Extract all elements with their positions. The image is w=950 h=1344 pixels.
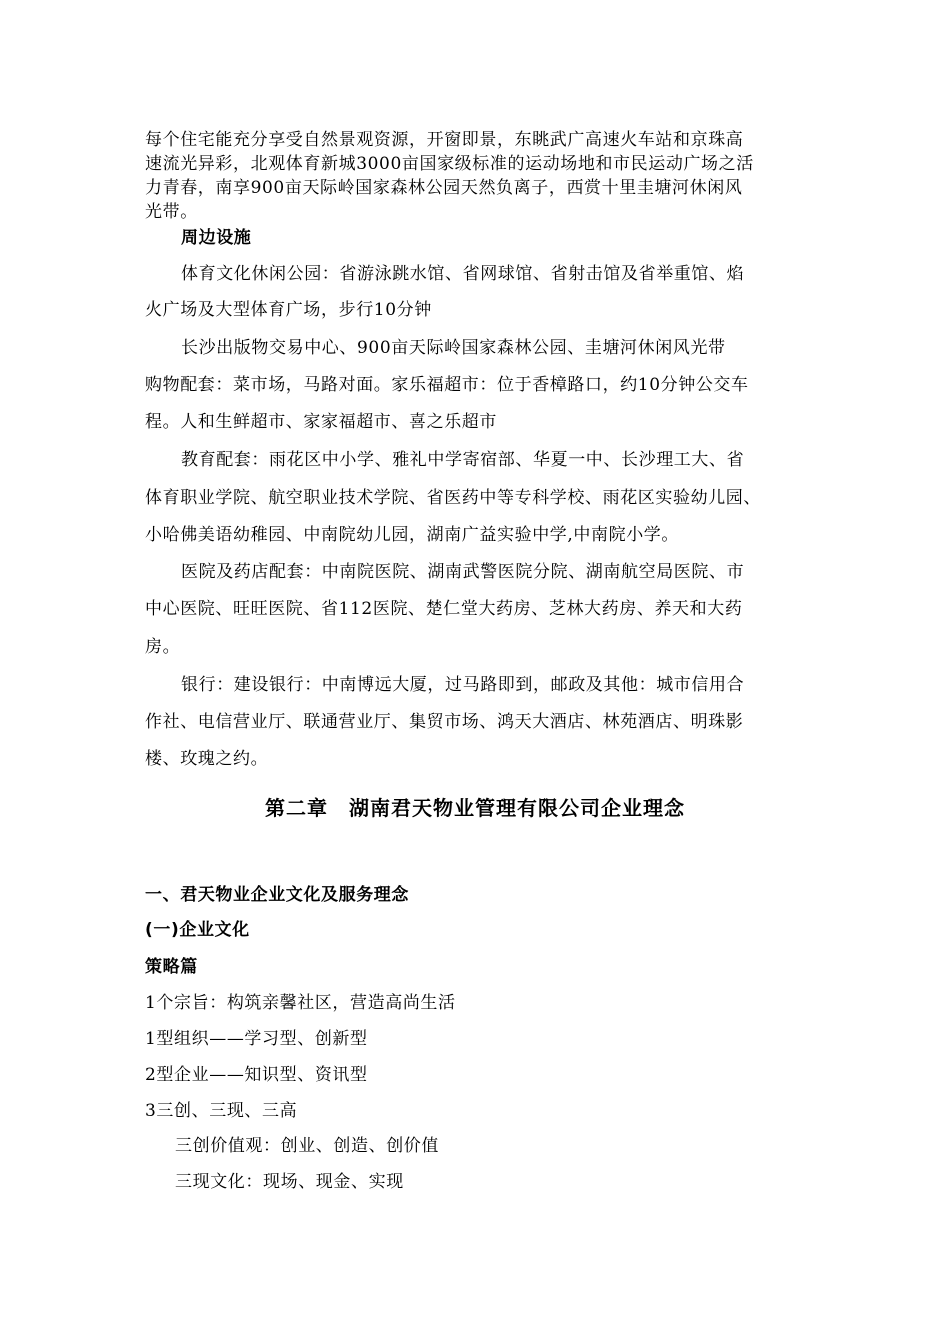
hospital-line-2: 中心医院、旺旺医院、省112医院、楚仁堂大药房、芝林大药房、养天和大药 <box>145 599 743 619</box>
sports-line-1: 体育文化休闲公园：省游泳跳水馆、省网球馆、省射击馆及省举重馆、焰 <box>181 264 745 284</box>
bank-line-1: 银行：建设银行：中南博远大厦，过马路即到，邮政及其他：城市信用合 <box>181 675 745 695</box>
hospital-line-3: 房。 <box>145 637 181 657</box>
intro-line-3: 力青春，南享900亩天际岭国家森林公园天然负离子，西赏十里圭塘河休闲风 <box>145 178 743 198</box>
list-subitem: 三现文化：现场、现金、实现 <box>175 1172 404 1192</box>
chapter-title: 第二章 湖南君天物业管理有限公司企业理念 <box>265 796 685 820</box>
list-item: 1型组织——学习型、创新型 <box>145 1029 368 1049</box>
bank-line-2: 作社、电信营业厅、联通营业厅、集贸市场、鸿天大酒店、林苑酒店、明珠影 <box>145 712 744 732</box>
education-line-1: 教育配套：雨花区中小学、雅礼中学寄宿部、华夏一中、长沙理工大、省 <box>181 450 745 470</box>
intro-line-4: 光带。 <box>145 202 198 222</box>
section-heading: 一、君天物业企业文化及服务理念 <box>145 885 409 905</box>
shopping-line-2: 程。人和生鲜超市、家家福超市、喜之乐超市 <box>145 412 497 432</box>
intro-line-1: 每个住宅能充分享受自然景观资源，开窗即景，东眺武广高速火车站和京珠高 <box>145 130 744 150</box>
sports-line-2: 火广场及大型体育广场，步行10分钟 <box>145 300 432 320</box>
intro-line-2: 速流光异彩，北观体育新城3000亩国家级标准的运动场地和市民运动广场之活 <box>145 154 754 174</box>
list-item: 2型企业——知识型、资讯型 <box>145 1065 368 1085</box>
subsection-heading: (一)企业文化 <box>145 920 250 940</box>
list-subitem: 三创价值观：创业、创造、创价值 <box>175 1136 439 1156</box>
list-item: 1个宗旨：构筑亲馨社区，营造高尚生活 <box>145 993 456 1013</box>
education-line-3: 小哈佛美语幼稚园、中南院幼儿园，湖南广益实验中学,中南院小学。 <box>145 525 680 545</box>
publishing-line: 长沙出版物交易中心、900亩天际岭国家森林公园、圭塘河休闲风光带 <box>181 338 726 358</box>
facilities-heading: 周边设施 <box>181 228 252 248</box>
list-item: 3三创、三现、三高 <box>145 1101 298 1121</box>
bank-line-3: 楼、玫瑰之约。 <box>145 749 269 769</box>
strategy-heading: 策略篇 <box>145 957 198 977</box>
shopping-line-1: 购物配套：菜市场，马路对面。家乐福超市：位于香樟路口，约10分钟公交车 <box>145 375 749 395</box>
hospital-line-1: 医院及药店配套：中南院医院、湖南武警医院分院、湖南航空局医院、市 <box>181 562 745 582</box>
education-line-2: 体育职业学院、航空职业技术学院、省医药中等专科学校、雨花区实验幼儿园、 <box>145 488 761 508</box>
